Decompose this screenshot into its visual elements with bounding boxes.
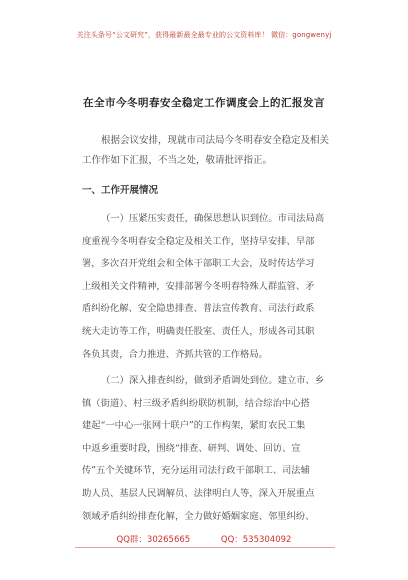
- paragraph-line: （二）深入排查纠纷，做到矛盾调处到位。建立市、乡: [101, 375, 325, 386]
- paragraph-line: （一）压紧压实责任，确保思想认识到位。市司法局高: [101, 213, 325, 224]
- paragraph-line: 各负其责，合力推进、齐抓共管的工作格局。: [82, 348, 268, 360]
- paragraph-line: 盾纠纷化解、安全隐患排查、普法宣传教育、司法行政系: [82, 303, 315, 315]
- body-paragraph-1: [82, 208, 344, 366]
- paragraph-line: 署，多次召开党组会和全体干部职工大会，及时传达学习: [82, 258, 315, 270]
- footer-divider: [75, 547, 335, 548]
- paragraph-line: 传”五个关键环节，充分运用司法行政干部职工、司法辅: [82, 465, 310, 477]
- intro-paragraph: [82, 131, 347, 171]
- footer-contact: [0, 533, 408, 545]
- document-title: 在全市今冬明春安全稳定工作调度会上的汇报发言: [83, 97, 325, 109]
- header-promo-note: 关注头条号“公文研究”，获得最新最全最专业的公文资料库！ 微信：gongwenyj: [76, 31, 332, 39]
- paragraph-line: 助人员、基层人民调解员、法律明白人等，深入开展重点: [82, 487, 315, 499]
- paragraph-line: 统大走访等工作，明确责任股室、责任人，形成各司其职: [82, 325, 315, 337]
- paragraph-line: 中返乡重要时段，围绕“排查、研判、调处、回访、宣: [82, 442, 301, 454]
- paragraph-line: 度重视今冬明春安全稳定及相关工作，坚持早安排、早部: [82, 235, 315, 247]
- intro-line: 根据会议安排，现就市司法局今冬明春安全稳定及相关: [101, 135, 330, 146]
- section-heading: 一、工作开展情况: [82, 185, 159, 196]
- intro-line: 工作作如下汇报，不当之处，敬请批评指正。: [82, 155, 273, 166]
- footer-qq-number: QQ：535304092: [220, 535, 292, 545]
- paragraph-line: 镇（街道）、村三级矛盾纠纷联防机制，结合综治中心搭: [82, 397, 310, 409]
- paragraph-line: 领域矛盾纠纷排查化解，全力做好婚姻家庭、邻里纠纷、: [82, 510, 315, 522]
- footer-qq-group: QQ群：30265665: [116, 535, 191, 545]
- paragraph-line: 上级相关文件精神，安排部署今冬明春特殊人群监管、矛: [82, 280, 315, 292]
- body-paragraph-2: [82, 370, 344, 528]
- paragraph-line: 建起“一中心一张网十联户”的工作构架，紧盯农民工集: [82, 420, 306, 432]
